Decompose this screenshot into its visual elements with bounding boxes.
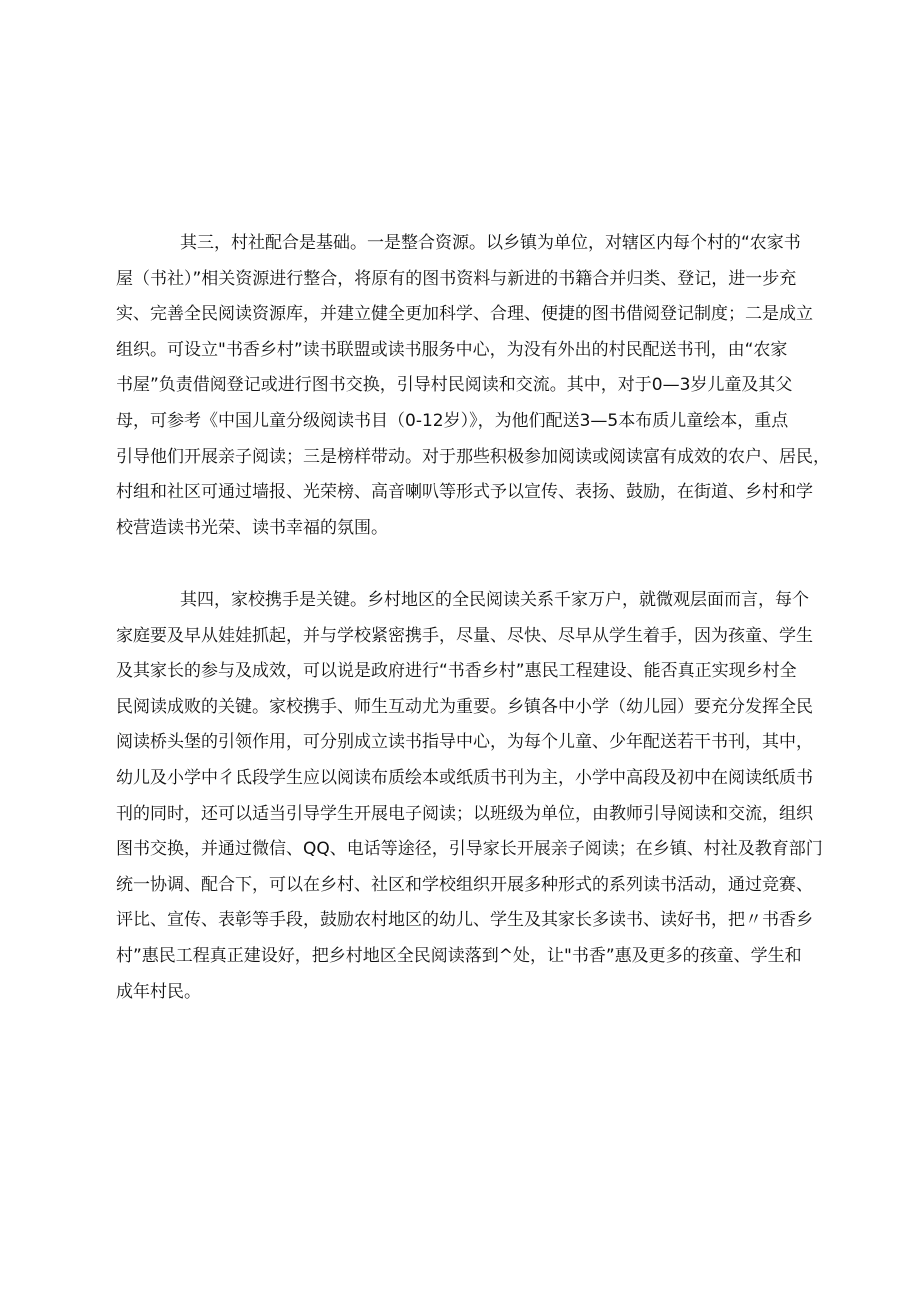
paragraph-line: 组织。可设立"书香乡村”读书联盟或读书服务中心，为没有外出的村民配送书刊，由“农家 (116, 339, 788, 360)
paragraph-line: 家庭要及早从娃娃抓起，并与学校紧密携手，尽量、尽快、尽早从学生着手，因为孩童、学生 (116, 625, 813, 646)
paragraph-line: 评比、宣传、表彰等手段，鼓励农村地区的幼儿、学生及其家长多读书、读好书，把〃书香乡 (116, 910, 813, 931)
paragraph-line: 母，可参考《中国儿童分级阅读书目（0-12岁）》，为他们配送3—5本布质儿童绘本，重点 (116, 410, 789, 431)
paragraph-village-cooperation (116, 226, 830, 546)
paragraph-line: 村组和社区可通过墙报、光荣榜、高音喇叭等形式予以宣传、表扬、鼓励，在街道、乡村和学 (116, 482, 813, 503)
paragraph-line: 实、完善全民阅读资源库，并建立健全更加科学、合理、便捷的图书借阅登记制度；二是成立 (116, 304, 813, 325)
paragraph-home-school-cooperation (116, 583, 823, 1010)
paragraph-line: 成年村民。 (116, 981, 201, 1002)
paragraph-line: 其三，村社配合是基础。一是整合资源。以乡镇为单位，对辖区内每个村的“农家书 (180, 233, 801, 253)
paragraph-line: 屋（书社）”相关资源进行整合，将原有的图书资料与新进的书籍合并归类、登记，进一步充 (116, 268, 797, 289)
paragraph-line: 统一协调、配合下，可以在乡村、社区和学校组织开展多种形式的系列读书活动，通过竞赛、 (116, 874, 813, 895)
paragraph-line: 民阅读成败的关键。家校携手、师生互动尤为重要。乡镇各中小学（幼儿园）要充分发挥全民 (116, 696, 813, 717)
paragraph-line: 引导他们开展亲子阅读；三是榜样带动。对于那些积极参加阅读或阅读富有成效的农户、居民， (116, 446, 830, 467)
paragraph-line: 及其家长的参与及成效，可以说是政府进行“书香乡村”惠民工程建设、能否真正实现乡村全 (116, 661, 797, 682)
paragraph-line: 书屋”负责借阅登记或进行图书交换，引导村民阅读和交流。其中，对于0—3岁儿童及其父 (116, 375, 793, 396)
paragraph-line: 刊的同时，还可以适当引导学生开展电子阅读；以班级为单位，由教师引导阅读和交流，组织 (116, 803, 813, 824)
paragraph-line: 其四，家校携手是关键。乡村地区的全民阅读关系千家万户，就微观层面而言，每个 (180, 590, 809, 610)
paragraph-line: 校营造读书光荣、读书幸福的氛围。 (116, 517, 388, 538)
paragraph-line: 图书交换，并通过微信、QQ、电话等途径，引导家长开展亲子阅读；在乡镇、村社及教育部门 (116, 839, 823, 860)
paragraph-line: 阅读桥头堡的引领作用，可分别成立读书指导中心，为每个儿童、少年配送若干书刊，其中， (116, 732, 813, 753)
paragraph-line: 幼儿及小学中彳氐段学生应以阅读布质绘本或纸质书刊为主，小学中高段及初中在阅读纸质书 (116, 767, 813, 788)
paragraph-line: 村”惠民工程真正建设好，把乡村地区全民阅读落到^处，让"书香”惠及更多的孩童、学生和 (116, 945, 802, 966)
